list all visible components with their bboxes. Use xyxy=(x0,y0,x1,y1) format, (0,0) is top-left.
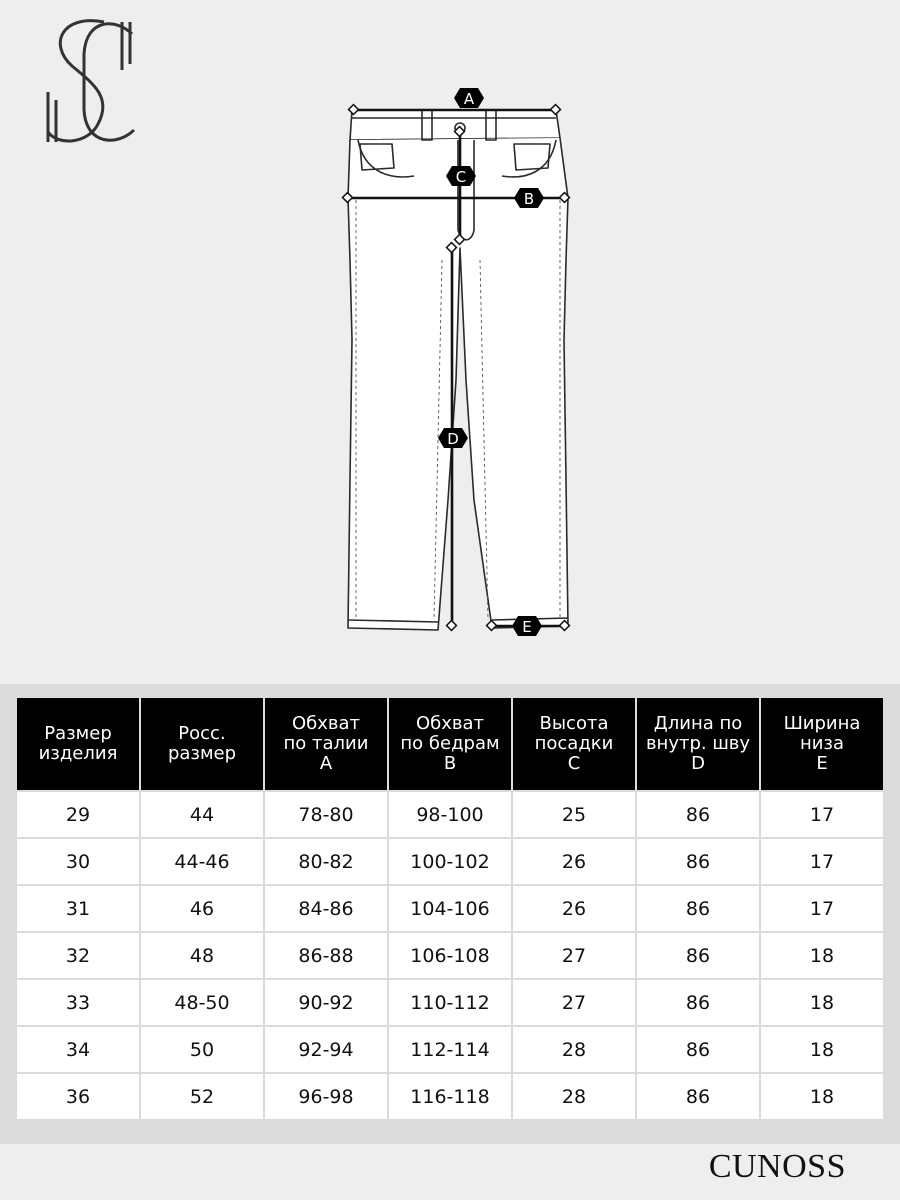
table-cell: 86 xyxy=(637,792,759,837)
header-size: Размер изделия xyxy=(17,698,139,790)
table-cell: 86 xyxy=(637,980,759,1025)
header-hem-width: Ширина низа E xyxy=(761,698,883,790)
table-cell: 17 xyxy=(761,886,883,931)
table-cell: 36 xyxy=(17,1074,139,1119)
header-rise: Высота посадки C xyxy=(513,698,635,790)
label-d: D xyxy=(447,430,459,448)
table-cell: 106-108 xyxy=(389,933,511,978)
header-ru-size: Росс. размер xyxy=(141,698,263,790)
table-cell: 18 xyxy=(761,1027,883,1072)
table-cell: 48-50 xyxy=(141,980,263,1025)
table-cell: 28 xyxy=(513,1027,635,1072)
table-cell: 86 xyxy=(637,1027,759,1072)
label-c: C xyxy=(455,168,467,186)
table-row xyxy=(17,839,883,884)
table-cell: 100-102 xyxy=(389,839,511,884)
label-a: A xyxy=(463,90,475,108)
table-cell: 17 xyxy=(761,792,883,837)
table-cell: 50 xyxy=(141,1027,263,1072)
table-row xyxy=(17,1027,883,1072)
sc-monogram-icon xyxy=(42,14,138,150)
table-cell: 104-106 xyxy=(389,886,511,931)
table-row xyxy=(17,933,883,978)
table-cell: 33 xyxy=(17,980,139,1025)
size-table xyxy=(15,696,885,1121)
table-cell: 18 xyxy=(761,1074,883,1119)
table-row xyxy=(17,792,883,837)
table-cell: 28 xyxy=(513,1074,635,1119)
table-cell: 48 xyxy=(141,933,263,978)
table-row xyxy=(17,886,883,931)
table-cell: 26 xyxy=(513,886,635,931)
table-cell: 18 xyxy=(761,933,883,978)
table-cell: 98-100 xyxy=(389,792,511,837)
table-cell: 30 xyxy=(17,839,139,884)
table-cell: 112-114 xyxy=(389,1027,511,1072)
table-cell: 27 xyxy=(513,933,635,978)
table-cell: 34 xyxy=(17,1027,139,1072)
table-cell: 32 xyxy=(17,933,139,978)
table-cell: 96-98 xyxy=(265,1074,387,1119)
table-cell: 31 xyxy=(17,886,139,931)
table-cell: 86 xyxy=(637,933,759,978)
table-cell: 84-86 xyxy=(265,886,387,931)
table-cell: 25 xyxy=(513,792,635,837)
header-hips: Обхват по бедрам B xyxy=(389,698,511,790)
size-table-wrapper xyxy=(15,696,885,1121)
table-cell: 86-88 xyxy=(265,933,387,978)
table-cell: 29 xyxy=(17,792,139,837)
table-cell: 44 xyxy=(141,792,263,837)
table-row xyxy=(17,980,883,1025)
table-cell: 80-82 xyxy=(265,839,387,884)
header-waist: Обхват по талии A xyxy=(265,698,387,790)
table-row xyxy=(17,1074,883,1119)
table-cell: 86 xyxy=(637,1074,759,1119)
label-b: B xyxy=(523,190,535,208)
table-cell: 86 xyxy=(637,886,759,931)
table-cell: 52 xyxy=(141,1074,263,1119)
label-e: E xyxy=(522,618,532,636)
header-inseam: Длина по внутр. шву D xyxy=(637,698,759,790)
jeans-diagram xyxy=(330,80,590,640)
table-cell: 26 xyxy=(513,839,635,884)
table-header-row xyxy=(17,698,883,790)
table-cell: 27 xyxy=(513,980,635,1025)
table-cell: 78-80 xyxy=(265,792,387,837)
brand-name: CUNOSS xyxy=(708,1148,846,1185)
table-cell: 92-94 xyxy=(265,1027,387,1072)
table-cell: 44-46 xyxy=(141,839,263,884)
table-cell: 86 xyxy=(637,839,759,884)
table-cell: 18 xyxy=(761,980,883,1025)
table-cell: 116-118 xyxy=(389,1074,511,1119)
table-cell: 46 xyxy=(141,886,263,931)
table-cell: 90-92 xyxy=(265,980,387,1025)
table-cell: 17 xyxy=(761,839,883,884)
table-cell: 110-112 xyxy=(389,980,511,1025)
